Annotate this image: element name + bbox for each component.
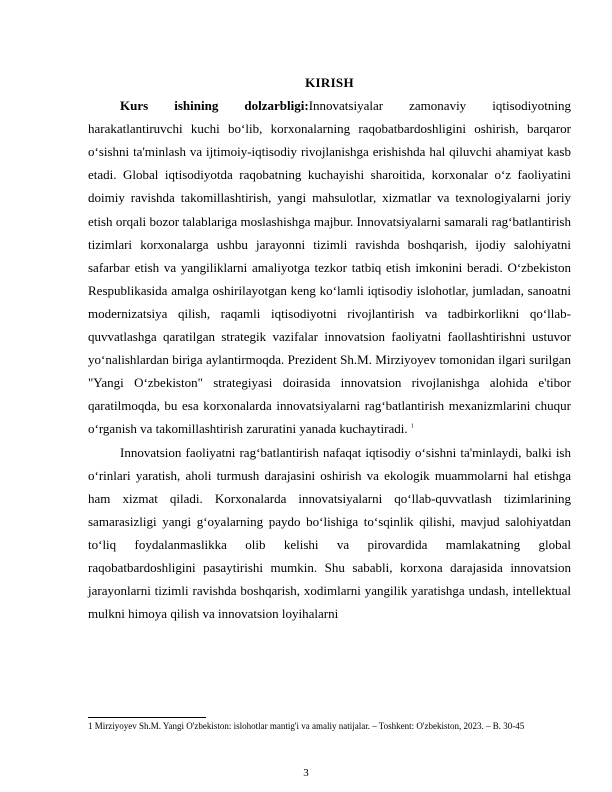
footnote-separator — [88, 717, 206, 718]
paragraph-lead: Kurs ishining dolzarbligi: — [120, 98, 309, 114]
paragraph-2 — [88, 441, 571, 626]
document-body — [88, 71, 571, 625]
paragraph-text: Innovatsiyalar zamonaviy iqtisodiyotning harakatlantiruvchi kuchi bo‘lib, korxonalarning raqobatbardoshligini oshirish, barqaror o‘sishni ta'minlash va ijtimoiy-iqtisodiy rivojlanishga erishishda hal qiluvchi ahamiyat kasb etadi. Global iqtisodiyotda raqobatning kuchayishi sharoitida, korxonalar o‘z faoliyatini doimiy ravishda takomillashtirish, yangi mahsulotlar, xizmatlar va texnologiyalarni joriy etish orqali bozor talablariga moslashishga majbur. Innovatsiyalarni samarali rag‘batlantirish tizimlari korxonalarga ushbu jarayonni tizimli ravishda boshqarish, ijodiy salohiyatni safarbar etish va yangiliklarni amaliyotga tezkor tatbiq etish imkonini beradi. O‘zbekiston Respublikasida amalga oshirilayotgan keng ko‘lamli iqtisodiy islohotlar, jumladan, sanoatni modernizatsiya qilish, raqamli iqtisodiyotni rivojlantirish va tadbirkorlikni qo‘llab-quvvatlashga qaratilgan strategik vazifalar innovatsion faoliyatni faollashtirishni ustuvor yo‘nalishlardan biriga aylantirmoqda. Prezident Sh.M. Mirziyoyev tomonidan ilgari surilgan "Yangi O‘zbekiston" strategiyasi doirasida innovatsion rivojlanishga alohida e'tibor qaratilmoqda, bu esa korxonalarda innovatsiyalarni rag‘batlantirish mexanizmlarini chuqur o‘rganish va takomillashtirish zaruratini yanada kuchaytiradi. — [88, 98, 571, 437]
footnote: 1 Mirziyoyev Sh.M. Yangi O'zbekiston: islohotlar mantig'i va amaliy natijalar. – Toshkent: O'zbekiston, 2023. – B. 30-45 — [88, 721, 525, 731]
paragraph-1 — [88, 94, 571, 440]
paragraph-text: Innovatsion faoliyatni rag‘batlantirish nafaqat iqtisodiy o‘sishni ta'minlaydi, balki ish o‘rinlari yaratish, aholi turmush darajasini oshirish va ekologik muammolarni hal etishga ham xizmat qiladi. Korxonalarda innovatsiyalarni qo‘llab-quvvatlash tizimlarining samarasizligi yangi g‘oyalarning paydo bo‘lishiga to‘sqinlik qilishi, mavjud salohiyatdan to‘liq foydalanmaslikka olib kelishi va pirovardida mamlakatning global raqobatbardoshligini pasaytirishi mumkin. Shu sababli, korxona darajasida innovatsion jarayonlarni tizimli ravishda boshqarish, xodimlarni yangilik yaratishga undash, intellektual mulkni himoya qilish va innovatsion loyihalarni — [88, 444, 571, 622]
section-heading: KIRISH — [305, 75, 354, 90]
page-number: 3 — [303, 767, 309, 779]
footnote-marker[interactable]: 1 — [410, 424, 414, 431]
